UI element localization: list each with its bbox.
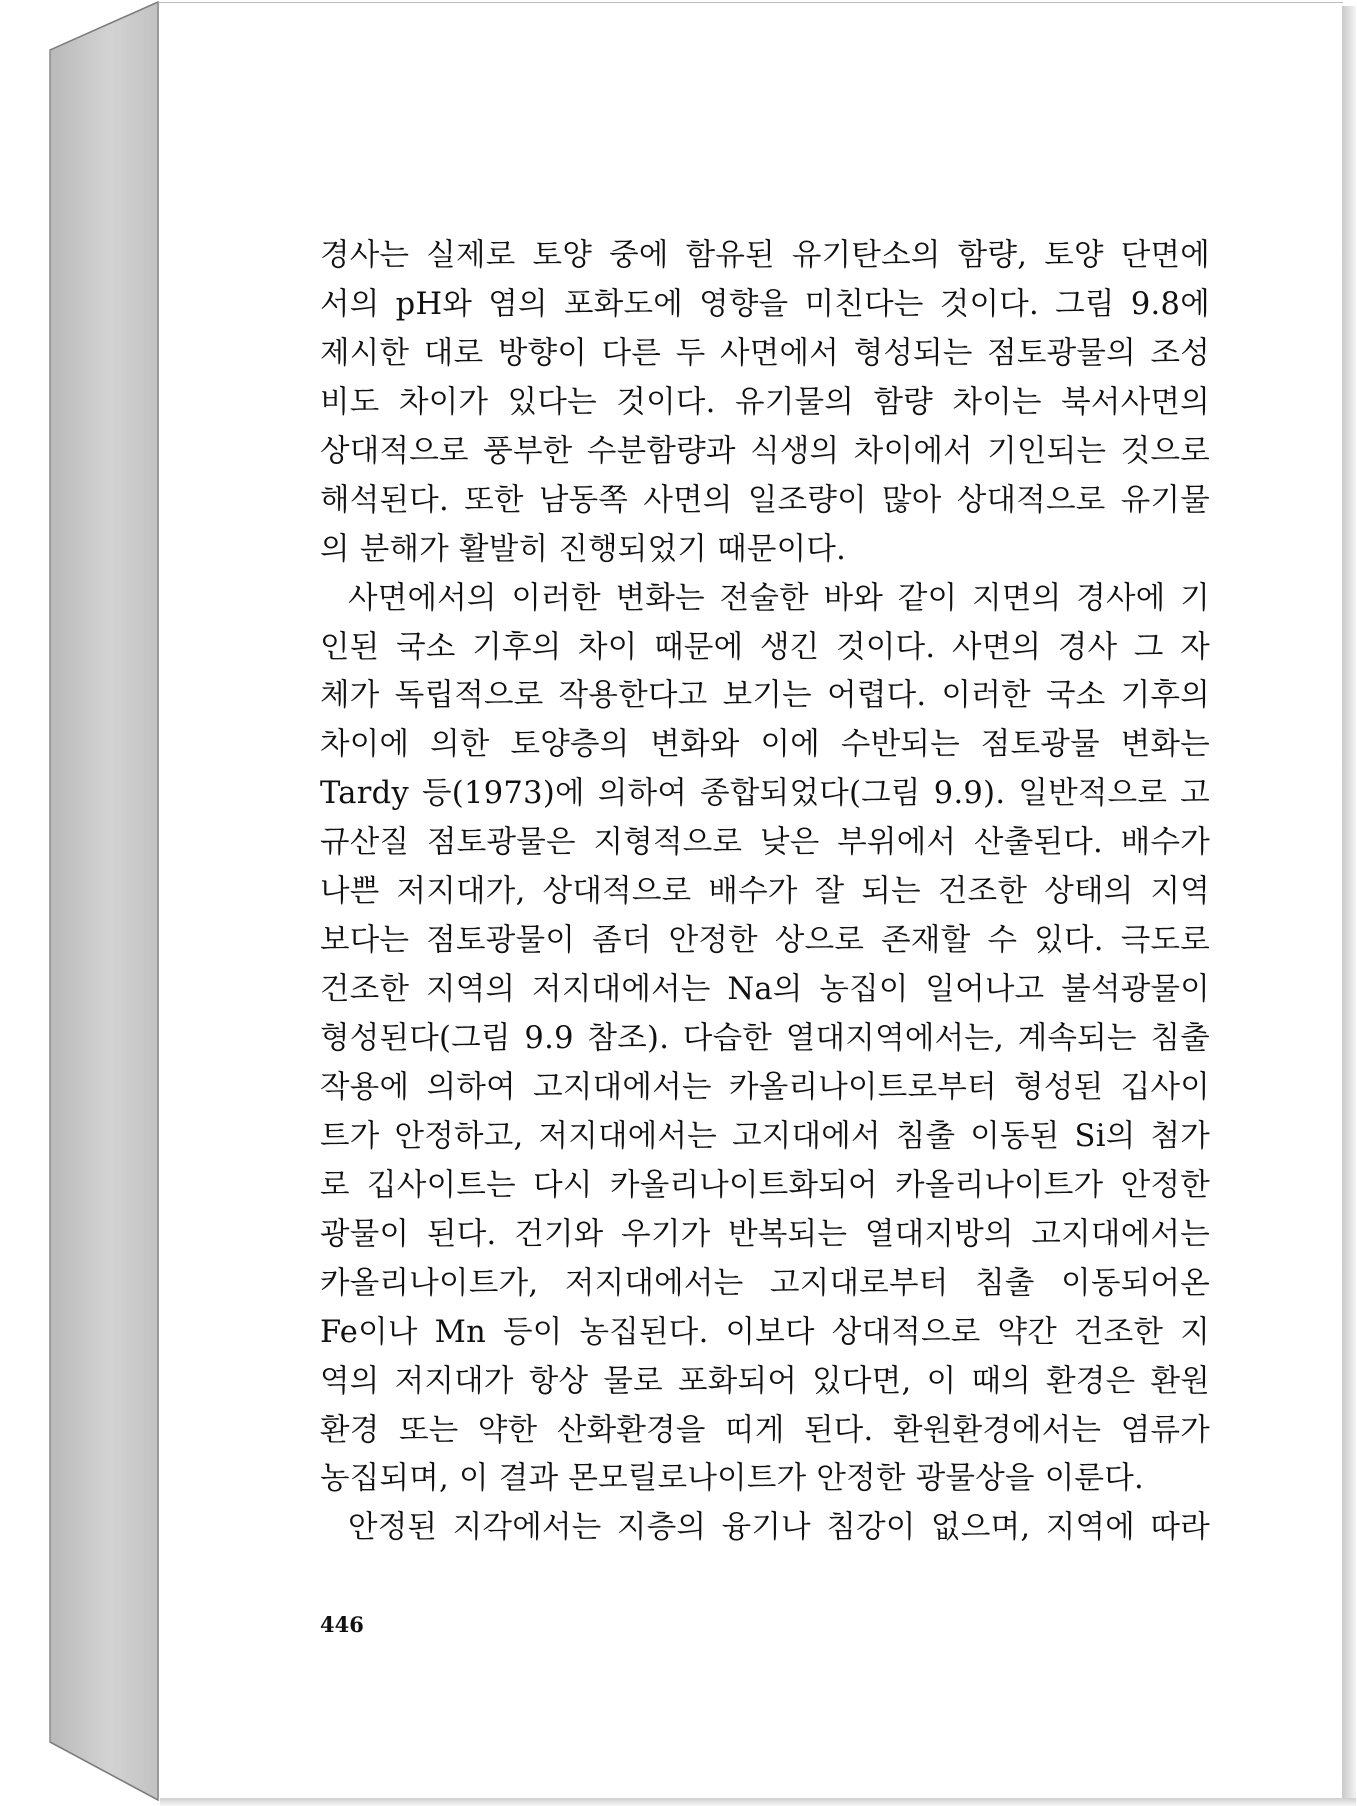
page-edge-shadow-right <box>1342 6 1356 1804</box>
text-line: Fe이나 Mn 등이 농집된다. 이보다 상대적으로 약간 건조한 지 <box>320 1314 1210 1350</box>
text-line: 작용에 의하여 고지대에서는 카올리나이트로부터 형성된 깁사이 <box>320 1069 1210 1105</box>
page-number: 446 <box>320 1612 364 1637</box>
text-line: 의 분해가 활발히 진행되었기 때문이다. <box>320 531 847 567</box>
body-text <box>320 232 1210 1553</box>
text-line: 비도 차이가 있다는 것이다. 유기물의 함량 차이는 북서사면의 <box>320 384 1210 420</box>
page-edge-shadow-bottom <box>160 1798 1356 1806</box>
text-line: 차이에 의한 토양층의 변화와 이에 수반되는 점토광물 변화는 <box>320 727 1210 763</box>
text-line: 트가 안정하고, 저지대에서는 고지대에서 침출 이동된 Si의 첨가 <box>320 1118 1210 1154</box>
text-line: 안정된 지각에서는 지층의 융기나 침강이 없으며, 지역에 따라 <box>348 1510 1210 1546</box>
text-line: 보다는 점토광물이 좀더 안정한 상으로 존재할 수 있다. 극도로 <box>320 923 1210 959</box>
text-line: 사면에서의 이러한 변화는 전술한 바와 같이 지면의 경사에 기 <box>348 580 1210 616</box>
text-line: 경사는 실제로 토양 중에 함유된 유기탄소의 함량, 토양 단면에 <box>320 238 1210 273</box>
text-line: 체가 독립적으로 작용한다고 보기는 어렵다. 이러한 국소 기후의 <box>320 678 1210 714</box>
text-line: 환경 또는 약한 산화환경을 띠게 된다. 환원환경에서는 염류가 <box>320 1412 1210 1448</box>
text-line: 서의 pH와 염의 포화도에 영향을 미친다는 것이다. 그림 9.8에 <box>320 286 1210 322</box>
text-line: 나쁜 저지대가, 상대적으로 배수가 잘 되는 건조한 상태의 지역 <box>320 874 1210 910</box>
text-line: 로 깁사이트는 다시 카올리나이트화되어 카올리나이트가 안정한 <box>320 1167 1210 1203</box>
text-line: 광물이 된다. 건기와 우기가 반복되는 열대지방의 고지대에서는 <box>320 1216 1210 1252</box>
text-line: 형성된다(그림 9.9 참조). 다습한 열대지역에서는, 계속되는 침출 <box>320 1021 1210 1056</box>
text-line: 역의 저지대가 항상 물로 포화되어 있다면, 이 때의 환경은 환원 <box>320 1363 1210 1399</box>
text-line: 인된 국소 기후의 차이 때문에 생긴 것이다. 사면의 경사 그 자 <box>320 629 1210 665</box>
text-line: 건조한 지역의 저지대에서는 Na의 농집이 일어나고 불석광물이 <box>320 972 1210 1008</box>
text-line: 규산질 점토광물은 지형적으로 낮은 부위에서 산출된다. 배수가 <box>320 825 1210 861</box>
text-line: 상대적으로 풍부한 수분함량과 식생의 차이에서 기인되는 것으로 <box>320 433 1210 469</box>
text-line: 농집되며, 이 결과 몬모릴로나이트가 안정한 광물상을 이룬다. <box>320 1461 1145 1497</box>
text-line: 해석된다. 또한 남동쪽 사면의 일조량이 많아 상대적으로 유기물 <box>320 482 1210 518</box>
text-line: Tardy 등(1973)에 의하여 종합되었다(그림 9.9). 일반적으로 고 <box>320 776 1210 812</box>
text-line: 제시한 대로 방향이 다른 두 사면에서 형성되는 점토광물의 조성 <box>320 335 1210 371</box>
text-line: 카올리나이트가, 저지대에서는 고지대로부터 침출 이동되어온 <box>320 1265 1210 1301</box>
